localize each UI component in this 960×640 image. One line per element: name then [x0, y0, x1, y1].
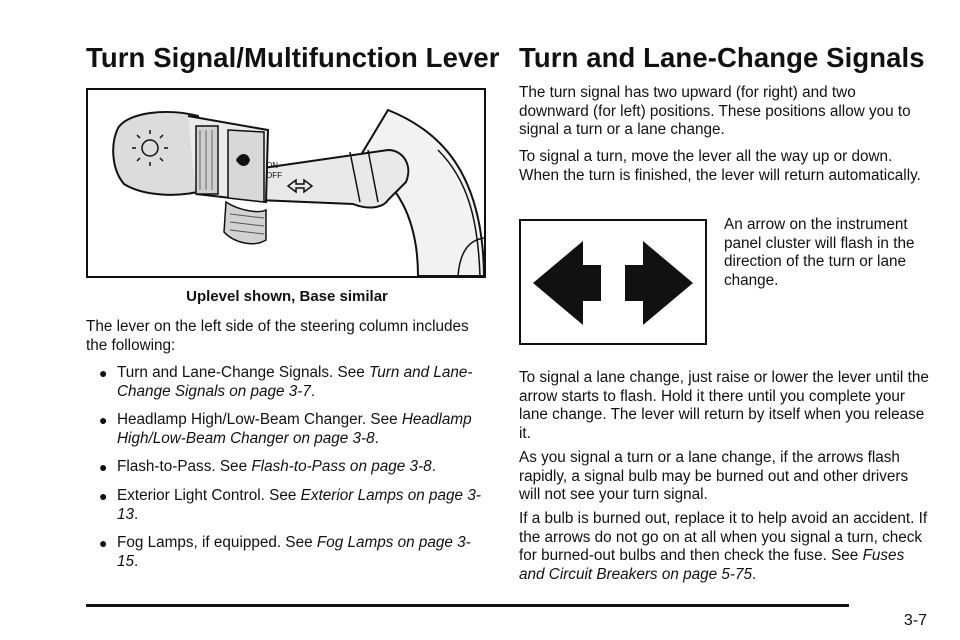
turn-arrows-illustration	[519, 219, 707, 345]
list-item: ● Exterior Light Control. See Exterior Lamps on page 3-13.	[99, 486, 481, 523]
bullet-icon: ●	[99, 412, 108, 429]
left-arrow-icon	[533, 241, 601, 325]
list-item: ● Flash-to-Pass. See Flash-to-Pass on page 3-8.	[99, 458, 436, 476]
page-reference-link: Flash-to-Pass on page 3-8	[251, 458, 432, 476]
figure-caption: Uplevel shown, Base similar	[186, 288, 388, 305]
paragraph-rapid-flash: As you signal a turn or a lane change, if the arrows flash rapidly, a signal bulb may be burned out and other drivers will not see your turn signal.	[519, 449, 909, 504]
page-reference-link: Exterior Lamps on page 3-13	[117, 486, 481, 523]
lever-intro-text: The lever on the left side of the steering column includes the following:	[86, 318, 469, 354]
page-number: 3-7	[903, 612, 927, 629]
paragraph-positions: The turn signal has two upward (for right) and two downward (for left) positions. These positions allow you to signal a turn or a lane change.	[519, 84, 911, 139]
lever-drawing	[88, 90, 484, 276]
page-reference-link: Fuses and Circuit Breakers on page 5-75	[519, 547, 905, 583]
right-arrow-icon	[625, 241, 693, 325]
list-item: ● Fog Lamps, if equipped. See Fog Lamps on page 3-15.	[99, 534, 471, 570]
page-reference-link: Headlamp High/Low-Beam Changer on page 3-8	[117, 411, 472, 447]
section-heading-lever: Turn Signal/Multifunction Lever	[86, 42, 500, 73]
page-reference-link: Fog Lamps on page 3-15	[117, 534, 471, 570]
lever-illustration	[86, 88, 486, 278]
bullet-icon: ●	[99, 365, 108, 381]
paragraph-lane-change: To signal a lane change, just raise or lower the lever until the arrow starts to flash. Hold it there until you complete your lane change. The lever will return by itself when you release it.	[519, 369, 929, 442]
bullet-icon: ●	[99, 459, 108, 476]
lever-function-list	[86, 364, 488, 581]
footer-rule	[86, 604, 849, 607]
bullet-icon: ●	[99, 535, 108, 552]
paragraph-signal-turn: To signal a turn, move the lever all the way up or down. When the turn is finished, the lever will return automatically.	[519, 148, 921, 184]
arrow-indicator-text: An arrow on the instrument panel cluster will flash in the direction of the turn or lane change.	[724, 216, 915, 289]
bullet-icon: ●	[99, 487, 108, 504]
list-item: ● Headlamp High/Low-Beam Changer. See Headlamp High/Low-Beam Changer on page 3-8.	[99, 411, 472, 447]
lever-label-on: ON	[266, 161, 278, 170]
page-reference-link: Turn and Lane-Change Signals on page 3-7	[117, 364, 473, 400]
list-item: ● Turn and Lane-Change Signals. See Turn and Lane-Change Signals on page 3-7.	[99, 364, 473, 400]
lever-label-off: OFF	[266, 171, 282, 180]
section-heading-signals: Turn and Lane-Change Signals	[519, 42, 925, 73]
paragraph-bulb-burned-out: If a bulb is burned out, replace it to help avoid an accident. If the arrows do not go on at all when you signal a turn, check for burned-out bulbs and then check the fuse. See Fuses and Circuit Breakers on page 5-75.	[519, 510, 928, 583]
